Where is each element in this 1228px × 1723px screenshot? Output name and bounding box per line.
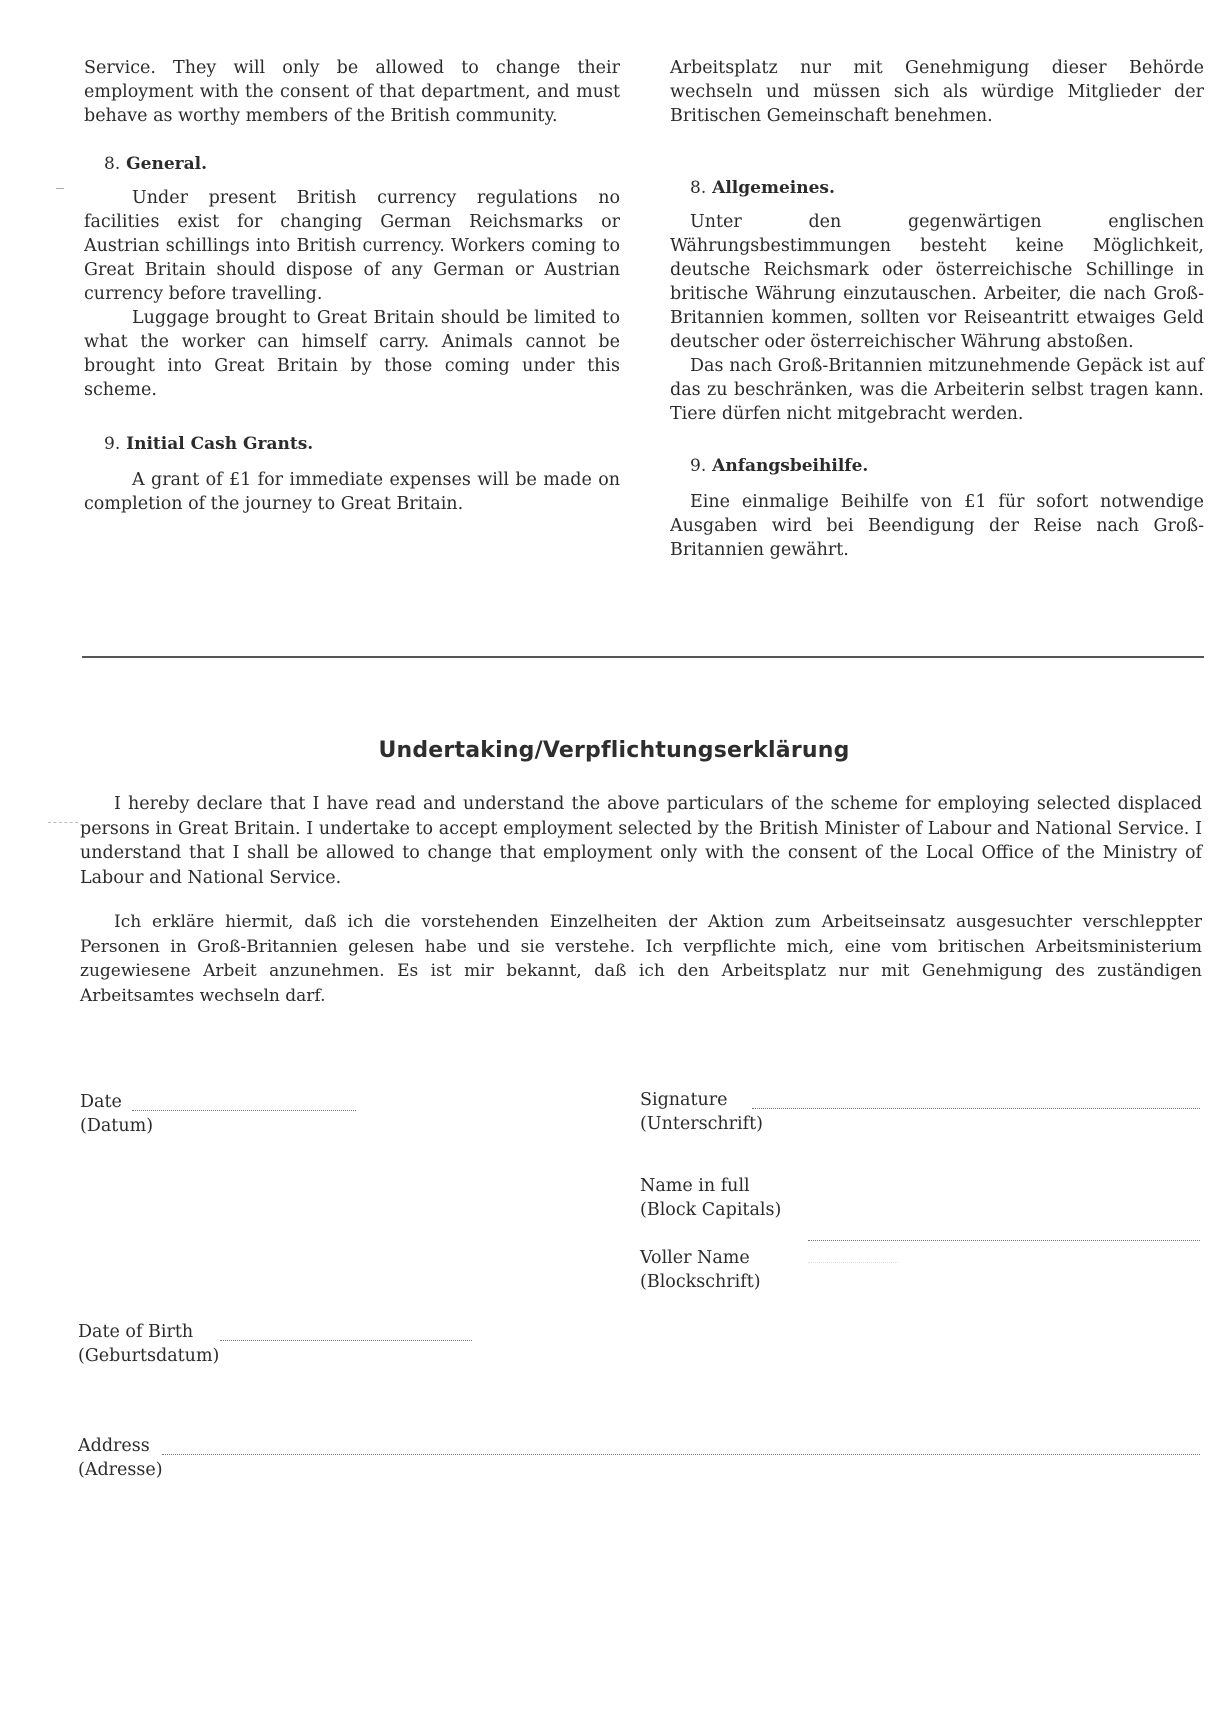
signature-sublabel: (Unterschrift) (640, 1114, 763, 1134)
signature-label: Signature (640, 1090, 728, 1110)
date-sublabel: (Datum) (80, 1116, 154, 1136)
english-section8-heading (84, 152, 620, 176)
section-divider (82, 656, 1204, 658)
section-number: 8. (690, 178, 707, 198)
undertaking-english-text: I hereby declare that I have read and understand the above particulars of the scheme for employing selected displaced persons in Great Britain. I undertake to accept employment selected by the British Minister of Labour and National Service. I understand that I shall be allowed to change that employment only with the consent of the Local Office of the Ministry of Labour and National Service. (80, 794, 1202, 888)
name-in-full-field (640, 1174, 781, 1222)
section-number: 9. (690, 456, 707, 476)
date-of-birth-sublabel: (Geburtsdatum) (78, 1346, 220, 1366)
address-sublabel: (Adresse) (78, 1460, 163, 1480)
english-section9-para1: A grant of £1 for immediate expenses will be made on completion of the journey to Great Britain. (84, 470, 620, 514)
english-column (84, 56, 620, 516)
german-column (670, 56, 1204, 562)
english-intro: Service. They will only be allowed to change their employment with the consent of that department, and must behave as worthy members of the British community. (84, 58, 620, 126)
address-input[interactable] (162, 1454, 1200, 1455)
german-section8-para1: Unter den gegenwärtigen englischen Währungsbestimmungen besteht keine Möglichkeit, deutsche Reichsmark oder österreichische Schillinge in britische Währung einzutauschen. Arbeiter, die nach Groß-Britannien kommen, sollten vor Reiseantritt etwaiges Geld deutscher oder österreichischer Währung abstoßen. (670, 212, 1204, 352)
margin-mark (48, 822, 78, 823)
undertaking-german-text: Ich erkläre hiermit, daß ich die vorstehenden Einzelheiten der Aktion zum Arbeitseinsatz ausgesuchter verschleppter Personen in Groß-Britannien gelesen habe und sie verstehe. Ich verpflichte mich, eine vom britischen Arbeitsministerium zugewiesene Arbeit anzunehmen. Es ist mir bekannt, daß ich den Arbeitsplatz nur mit Genehmigung des zuständigen Arbeitsamtes wechseln darf. (80, 912, 1202, 1006)
voller-name-sublabel: (Blockschrift) (640, 1272, 761, 1292)
english-section8-para2: Luggage brought to Great Britain should be limited to what the worker can himself carry. Animals cannot be brought into Great Britain by those coming under this scheme. (84, 308, 620, 400)
signature-field (640, 1088, 763, 1136)
german-section9-para1: Eine einmalige Beihilfe von £1 für sofort notwendige Ausgaben wird bei Beendigung der Reise nach Groß-Britannien gewährt. (670, 492, 1204, 560)
name-in-full-label: Name in full (640, 1176, 750, 1196)
german-section8-para2: Das nach Groß-Britannien mitzunehmende Gepäck ist auf das zu beschränken, was die Arbeiterin selbst tragen kann. Tiere dürfen nicht mitgebracht werden. (670, 356, 1204, 424)
section-title: Allgemeines. (712, 178, 835, 198)
section-title: General. (126, 154, 208, 174)
german-section9-heading (670, 454, 1204, 478)
german-intro: Arbeitsplatz nur mit Genehmigung dieser Behörde wechseln und müssen sich als würdige Mitglieder der Britischen Gemeinschaft benehmen. (670, 58, 1204, 126)
section-title: Initial Cash Grants. (126, 434, 314, 454)
date-of-birth-label: Date of Birth (78, 1322, 194, 1342)
signature-input[interactable] (752, 1108, 1200, 1109)
voller-name-label: Voller Name (640, 1248, 750, 1268)
english-section9-heading (84, 432, 620, 456)
address-label: Address (78, 1436, 150, 1456)
address-field (78, 1434, 163, 1482)
margin-mark (56, 188, 64, 189)
date-label: Date (80, 1092, 122, 1112)
german-section8-heading (670, 176, 1204, 200)
voller-name-input[interactable] (808, 1262, 898, 1263)
name-in-full-sublabel: (Block Capitals) (640, 1200, 782, 1220)
date-input[interactable] (132, 1110, 356, 1111)
section-title: Anfangsbeihilfe. (712, 456, 869, 476)
undertaking-title: Undertaking/Verpflichtungserklärung (378, 738, 850, 763)
section-number: 9. (104, 434, 121, 454)
date-field (80, 1090, 153, 1138)
date-of-birth-field (78, 1320, 219, 1368)
voller-name-field (640, 1246, 761, 1294)
section-number: 8. (104, 154, 121, 174)
name-in-full-input[interactable] (808, 1240, 1200, 1241)
english-section8-para1: Under present British currency regulations no facilities exist for changing German Reichsmarks or Austrian schillings into British currency. Workers coming to Great Britain should dispose of any German or Austrian currency before travelling. (84, 188, 620, 304)
date-of-birth-input[interactable] (220, 1340, 472, 1341)
